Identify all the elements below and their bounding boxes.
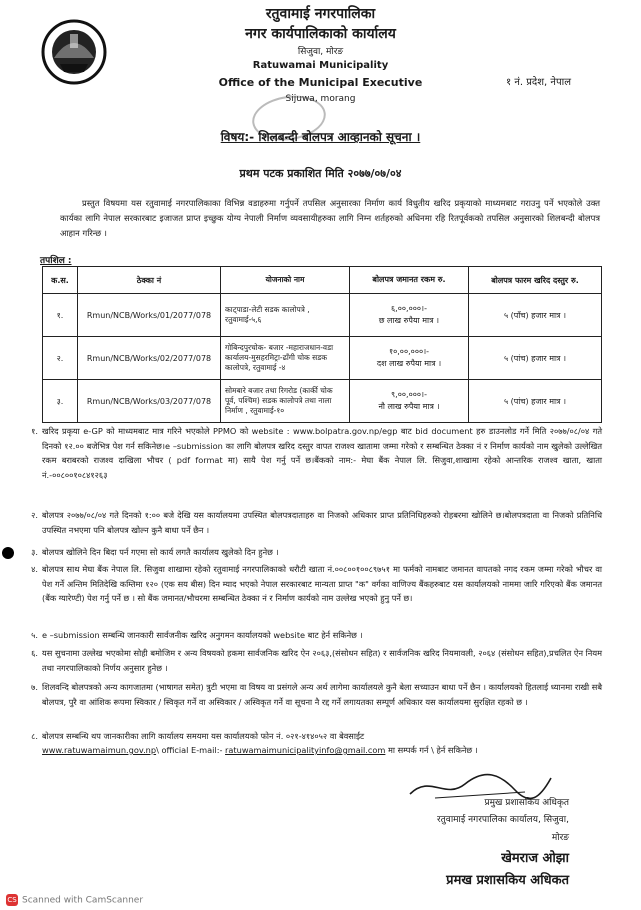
scanner-watermark: [6, 894, 143, 906]
signatory-title-stamp: प्रमख प्रशासकिय अधिकत: [446, 873, 569, 888]
condition-text: बोलपत्र खोलिने दिन बिदा पर्न गएमा सो कार्य लगतै कार्यालय खुलेको दिन हुनेछ ।: [42, 547, 279, 557]
contact-suffix: मा सम्पर्क गर्न \ हेर्न सकिनेछ ।: [388, 745, 478, 755]
condition-item: [31, 628, 602, 643]
contact-line: [42, 745, 602, 756]
municipality-name-np: रतुवामाई नगरपालिका: [265, 6, 376, 22]
condition-item: [31, 646, 602, 675]
intro-paragraph: प्रस्तुत विषयमा यस रतुवामाई नगरपालिकाका विभिन्न वडाहरुमा गर्नुपर्ने तपसिल अनुसारका निर्माण कार्य विधुतीय खरिद प्रकृयाको माध्यमबाट गराउनु पर्ने भएकोले उक्त कार्यका लागि नेपाल सरकारबाट इजाजत प्राप्त इच्छुक योग्य नेपाली निर्माण व्यवसायीहरुका लागि निम्न शर्तहरुको अधिनमा रहि रितपूर्वकको तपसिल अनुसारको शिलबन्दी बोलपत्र आहान गरिन्छ ।: [60, 198, 600, 238]
col-header-amount: बोलपत्र जमानत रकम रु.: [350, 267, 469, 294]
table-header-row: [43, 267, 602, 294]
cell-amount: [350, 294, 469, 337]
notice-subject: [0, 128, 641, 145]
condition-text: बोलपत्र २०७७/०८/०४ गते दिनको १:०० बजे देखि यस कार्यालयमा उपस्थित बोलपत्रदाताहरु वा निजको अधिकार प्राप्त प्रतिनिधिहरुको रोहबरमा खोलिने छ।बोलपत्रदाता वा निजको प्रतिनिधि उपस्थित नभएमा पनि बोलपत्र खोल्न कुनै बाधा पर्ने छैन ।: [42, 510, 602, 535]
cell-name: काट्पाडा-लेटी सडक कालोपत्रे , रतुवामाई-५,६: [221, 294, 350, 337]
condition-item: [31, 424, 602, 482]
condition-item: [31, 562, 602, 606]
condition-number: ६.: [31, 648, 38, 658]
cell-amount: [350, 380, 469, 423]
condition-text: बोलपत्र साथ मेघा बैंक नेपाल लि. सिजुवा शाखामा रहेको रतुवामाई नगरपालिकाको धरौटी खाता नं.००८००१००८९७५१ मा फर्मको नामबाट जमानत वापतको नगद रकम जम्मा गरेको भौचर वा पेश गर्ने अन्तिम मितिदेखि कम्तिमा १२० (एक सय बीस) दिन म्याद भएको नेपाल सरकारबाट मान्यता प्राप्त "क" वर्गका वाणिज्य बैंकहरुबाट यस कार्यालयको नाममा जारि गरिएको बैंक जमानत (बैंक ग्यारेण्टी) पेश गर्नु पर्ने छ । सो बैंक जमानत/भौचरमा सम्बन्धित ठेक्का नं र निर्माण कार्यको नाम उल्लेख भएको हुनु पर्ने छ।: [42, 564, 602, 603]
scanner-text: Scanned with CamScanner: [22, 895, 144, 906]
email-prefix: \ official E-mail:-: [156, 745, 226, 755]
cell-ref: Rmun/NCB/Works/03/2077/078: [78, 380, 221, 423]
cell-fee: ५ (पांच) हजार मात्र ।: [469, 337, 602, 380]
signatory-district: मोरङ: [551, 833, 569, 843]
condition-text: खरिद प्रकृया e-GP को माध्यमबाट मात्र गरिने भएकोले PPMO को website : www.bolpatra.gov.np/egp बाट bid document हरु डाउनलोड गर्ने मिति २०७७/०८/०४ गते दिनको १२.०० बजेभित्र पेश गर्न सकिनेछ।e –submission का लागि बोलपत्र खरिद दस्तुर वापत राजश्व खातामा जम्मा गरेको र सम्बन्धित ठेक्का नं र निर्माण कार्यको नाम खुलेको उल्लेखित रकम बराबरको राजश्व दाखिला भौचर ( pdf format मा) सायै पेश गर्नु पर्ने छ।बैंकको नाम:- मेघा बैंक नेपाल लि. सिजुवा,शाखामा रहेको आन्तरिक राजश्व खाता, खाता नं.-००८००१०८४१२६३: [42, 426, 602, 480]
cell-sn: २.: [43, 337, 78, 380]
condition-item: [31, 729, 602, 744]
schedule-label: तपशिल :: [40, 256, 72, 266]
email-link[interactable]: ratuwamaimunicipalityinfo@gmail.com: [225, 745, 386, 755]
col-header-name: योजनाको नाम: [221, 267, 350, 294]
cell-fee: ५ (पाँच) हजार मात्र ।: [469, 294, 602, 337]
condition-text: यस सुचनामा उल्लेख भएकोमा सोही बमोजिम र अन्य विषयको हकमा सार्वजनिक खरिद ऐन २०६३,(संसोधन सहित) र सार्वजनिक खरिद नियमावली, २०६४ (संसोधन सहित),प्रचलित ऐन नियम तथा नगरपालिकाको निर्णय अनुसार हुनेछ ।: [42, 648, 602, 673]
district-np: सिजुवा, मोरङ: [297, 47, 344, 57]
cell-ref: Rmun/NCB/Works/01/2077/078: [78, 294, 221, 337]
subject-text: विषय:- शिलबन्दी बोलपत्र आव्हानको सूचना ।: [220, 130, 421, 144]
condition-number: २.: [31, 510, 38, 520]
punch-hole-mark: [2, 547, 14, 559]
condition-number: ३.: [31, 547, 38, 557]
table-row: [43, 380, 602, 423]
condition-number: ७.: [31, 682, 38, 692]
cell-name: सोमबारे बजार तथा रिगरोड (कार्की चोक पूर्व, पश्चिम) सडक कालोपत्रे तथा नाला निर्माण , रतुवामाई-१०: [221, 380, 350, 423]
condition-item: [31, 680, 602, 709]
table-row: [43, 294, 602, 337]
amount-words: दश लाख रुपैया मात्र ।: [376, 359, 442, 368]
municipality-name-en: Ratuwamai Municipality: [252, 60, 389, 71]
condition-number: ५.: [31, 630, 38, 640]
publish-date: प्रथम पटक प्रकाशित मिति २०७७/०७/०४: [239, 167, 402, 180]
condition-item: [31, 545, 602, 560]
table-row: [43, 337, 602, 380]
signatory-role: प्रमुख प्रशासकिय अधिकृत: [484, 798, 569, 808]
condition-number: ८.: [31, 731, 38, 741]
province-label: १ नं. प्रदेश, नेपाल: [505, 77, 571, 88]
amount-words: छ लाख रुपैया मात्र ।: [378, 316, 440, 325]
cell-fee: ५ (पांच) हजार मात्र ।: [469, 380, 602, 423]
cell-sn: १.: [43, 294, 78, 337]
cell-amount: [350, 337, 469, 380]
amount-words: नौ लाख रुपैया मात्र ।: [378, 402, 440, 411]
cell-name: गोबिन्दपुरचोक- बजार -महाराजधान-वडा कार्यालय-मुसहरमिट्रा-ढाँगी चोक सडक कालोपत्रे, रतुवामाई -४: [221, 337, 350, 380]
address-en: Sijuwa, morang: [285, 94, 356, 104]
office-name-en: Office of the Municipal Executive: [218, 76, 423, 89]
signatory-office: रतुवामाई नगरपालिका कार्यालय, सिजुवा,: [437, 815, 569, 825]
amount-value: ६,००,०००।-: [391, 304, 427, 313]
cell-ref: Rmun/NCB/Works/02/2077/078: [78, 337, 221, 380]
condition-number: ४.: [31, 564, 38, 574]
col-header-fee: बोलपत्र फारम खरिद दस्तुर रु.: [469, 267, 602, 294]
cell-sn: ३.: [43, 380, 78, 423]
condition-item: [31, 508, 602, 537]
col-header-sn: क.स.: [43, 267, 78, 294]
condition-text: शिलवन्दि बोलपत्रको अन्य कागजातमा (भाषागत समेत) त्रुटी भएमा वा विषय वा प्रसंगले अन्य अर्थ लागेमा कार्यालयले कुनै बेला सच्याउन बाधा पर्ने छैन । कार्यालयको हितलाई ध्यानमा राखी सबै बोलपत्र, पुरै वा आंशिक रूपमा स्विकार / स्विकृत गर्ने वा अस्विकार / अस्विकृत गर्ने वा सूचना नै रद्द गर्ने लगायतका सम्पूर्ण अधिकार यस कार्यालयमा सुरक्षित रहको छ ।: [42, 682, 602, 707]
col-header-ref: ठेक्का नं: [78, 267, 221, 294]
signatory-name: खेमराज ओझा: [501, 851, 569, 866]
condition-text: e –submission सम्बन्धि जानकारी सार्वजनीक खरिद अनुगमन कार्यालयको website बाट हेर्न सकिनेछ ।: [42, 630, 363, 640]
camscanner-icon: CS: [7, 896, 17, 904]
condition-number: १.: [31, 426, 38, 436]
amount-value: १०,००,०००।-: [388, 347, 430, 356]
amount-value: ९,००,०००।-: [391, 390, 427, 399]
condition-text: बोलपत्र सम्बन्धि थप जानकारीका लागि कार्यालय समयमा यस कार्यालयको फोन नं. ०२१-४१४०५२ वा बेवसाईट: [42, 731, 365, 741]
tender-table: [42, 266, 602, 423]
office-name-np: नगर कार्यपालिकाको कार्यालय: [245, 26, 396, 42]
website-link[interactable]: www.ratuwamaimun.gov.np: [42, 745, 157, 755]
